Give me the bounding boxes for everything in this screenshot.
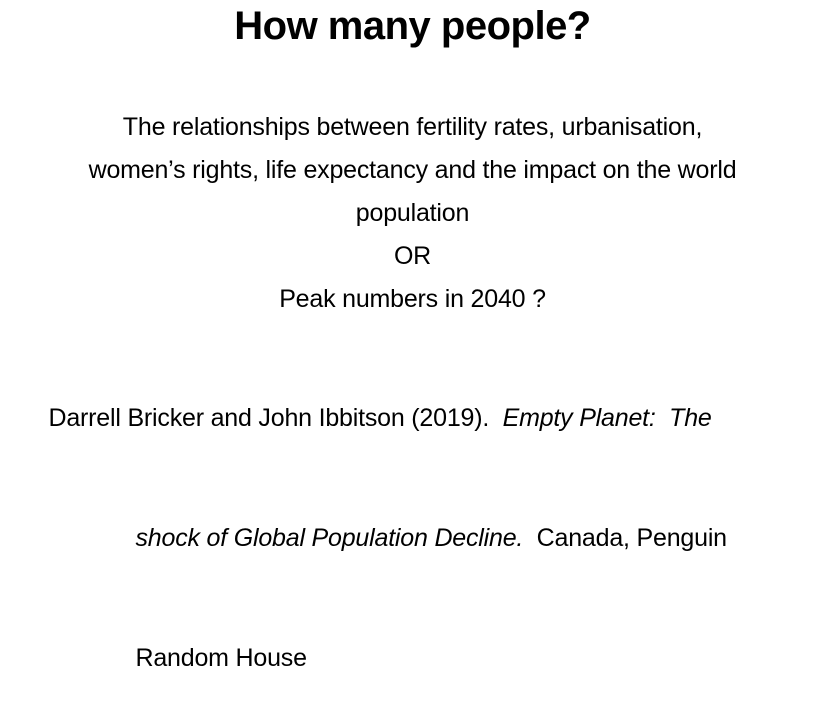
subtitle-block xyxy=(0,106,825,321)
citation-line-1 xyxy=(8,358,813,478)
slide-title: How many people? xyxy=(234,4,591,48)
citation-block xyxy=(8,358,813,718)
subtitle-line-or: OR xyxy=(393,242,432,270)
citation-line-3 xyxy=(8,598,813,718)
subtitle-line-peak: Peak numbers in 2040 ? xyxy=(279,285,546,313)
citation-publisher-text-2: Random House xyxy=(135,644,307,672)
citation-book-title-part-2: shock of Global Population Decline. xyxy=(135,524,524,552)
citation-authors-text: Darrell Bricker and John Ibbitson (2019). xyxy=(48,404,503,432)
citation-book-title-part-1: Empty Planet: The xyxy=(502,404,712,432)
subtitle-line-1: The relationships between fertility rates, urbanisation, xyxy=(122,113,703,141)
subtitle-line-2: women’s rights, life expectancy and the impact on the world xyxy=(88,156,737,184)
citation-publisher-text: Canada, Penguin xyxy=(523,524,727,552)
subtitle-line-3: population xyxy=(355,199,470,227)
citation-line-2 xyxy=(8,478,813,598)
